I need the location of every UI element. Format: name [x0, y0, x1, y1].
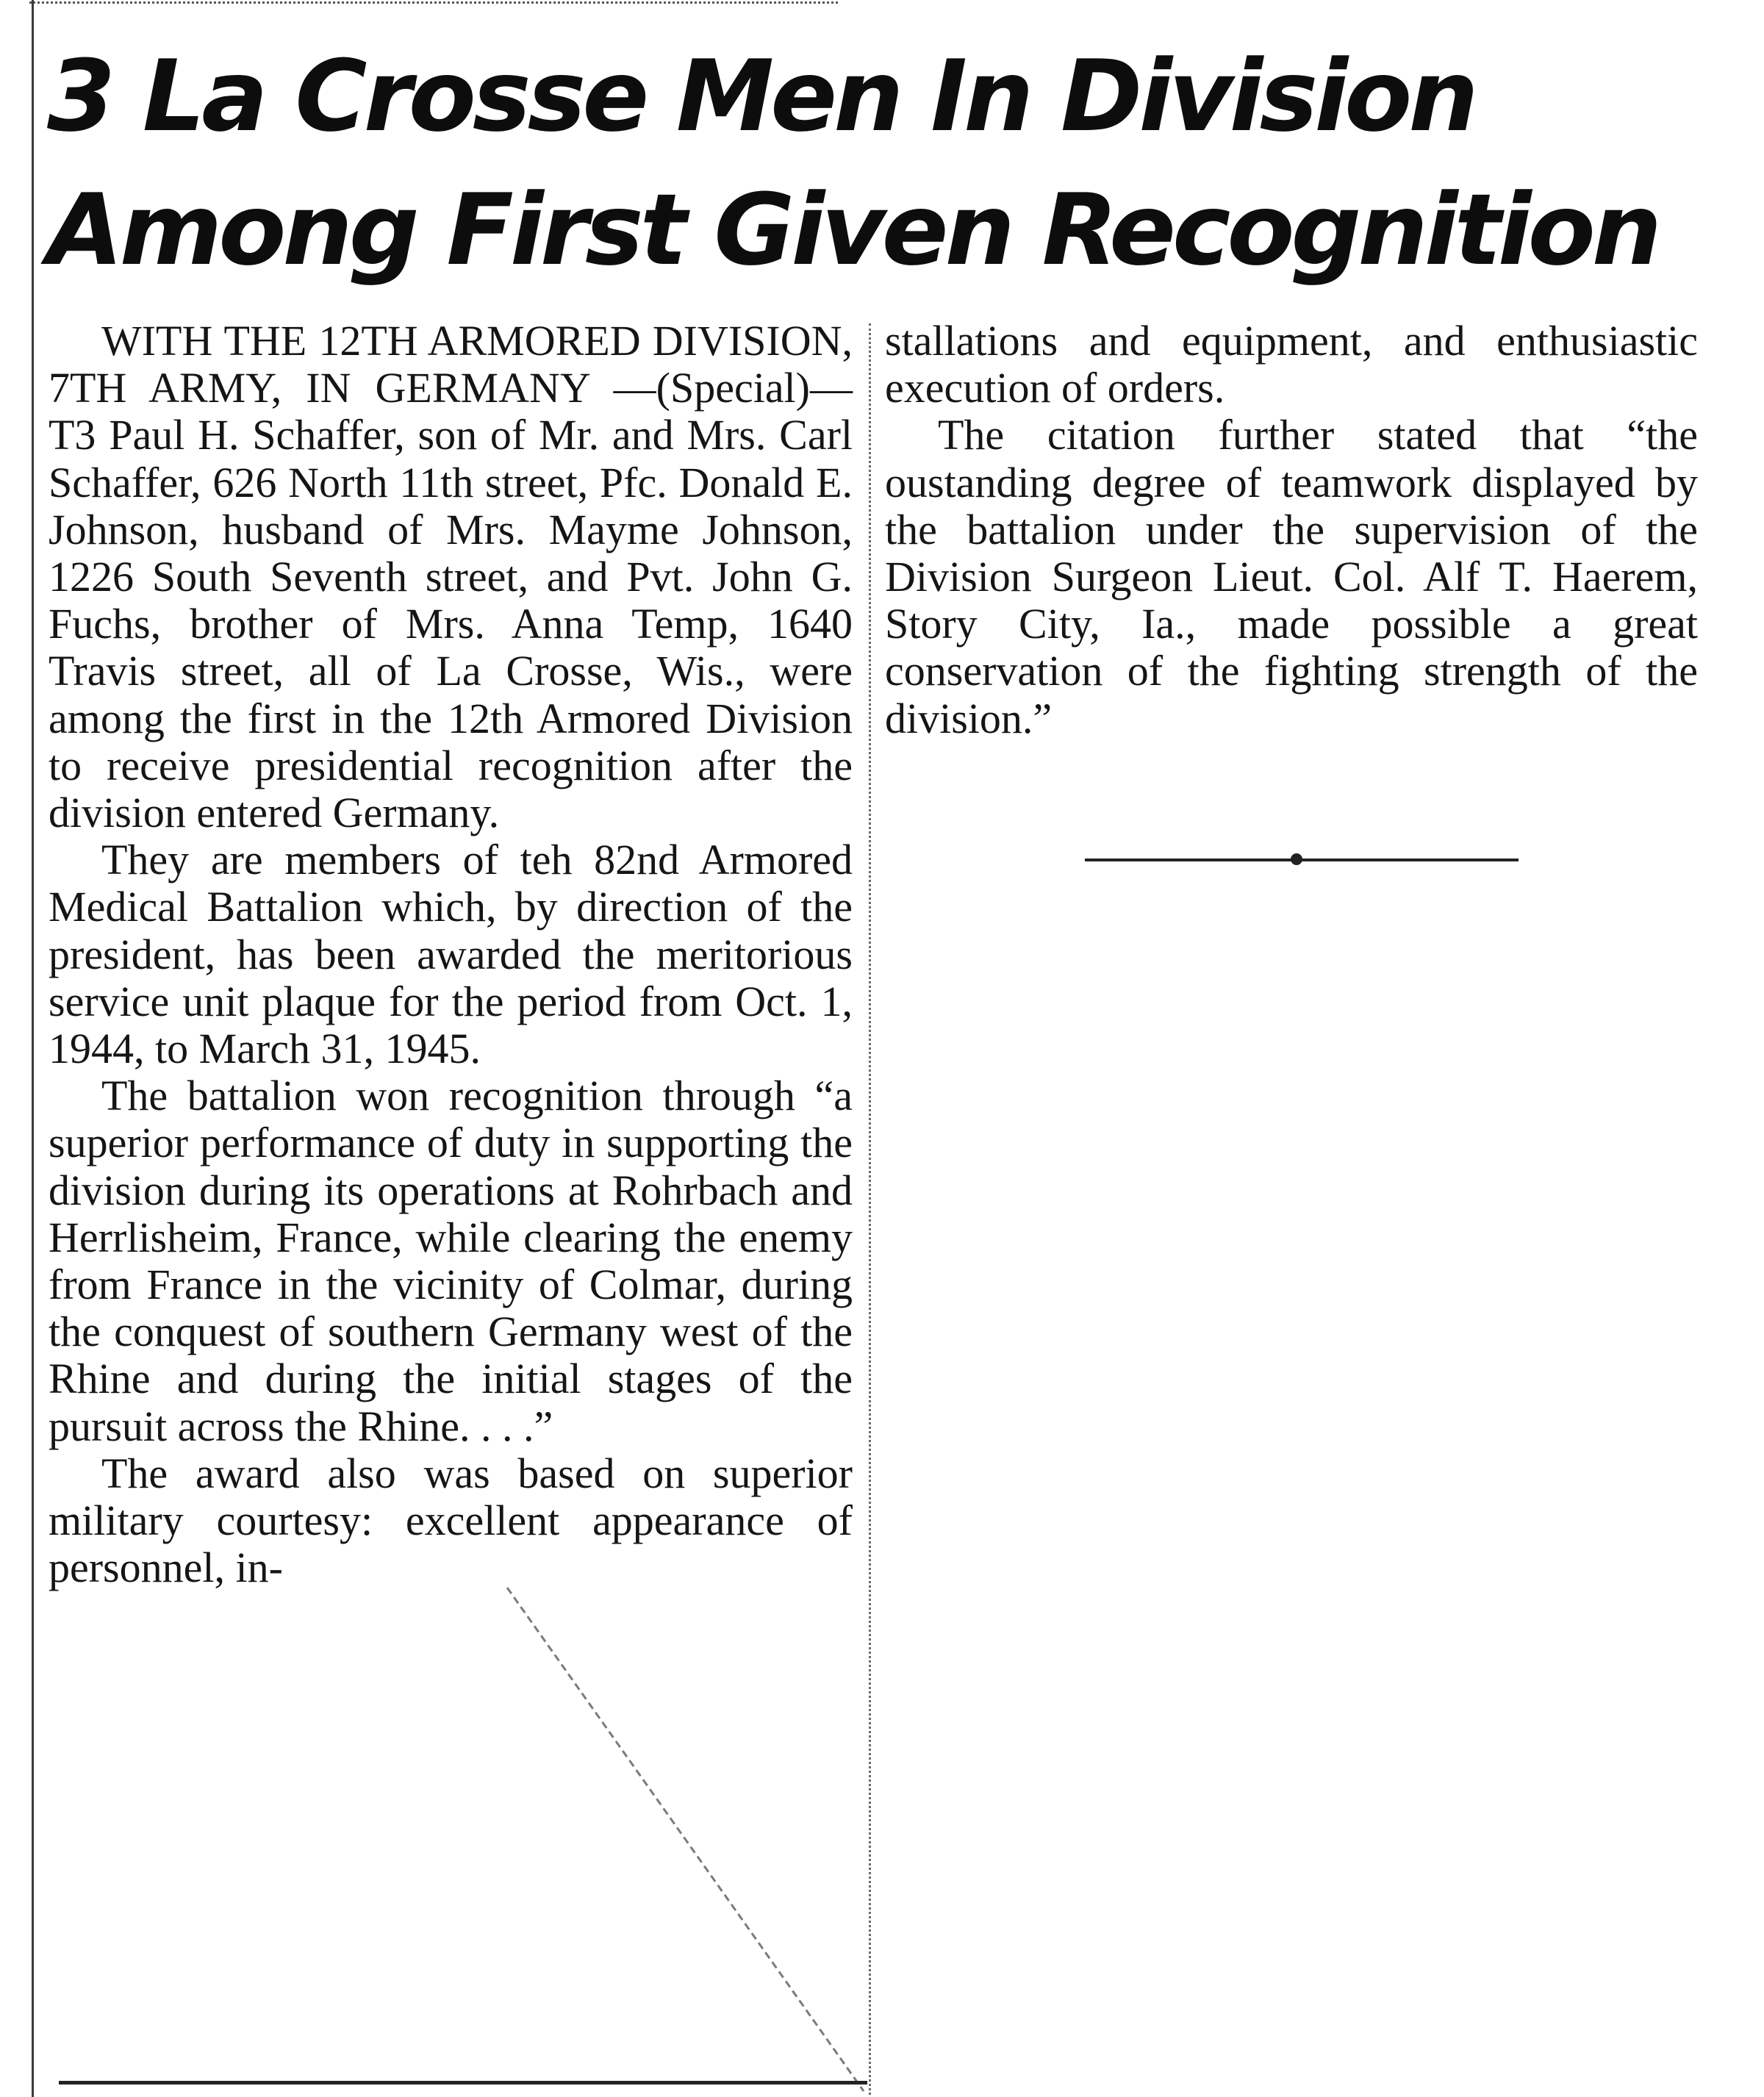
article-paragraph: stallations and equipment, and enthusiastic execution of orders.	[885, 317, 1698, 412]
article-paragraph: They are members of teh 82nd Armored Medical Battalion which, by direction of the president, has been awarded the meritorious service unit plaque for the period from Oct. 1, 1944, to March 31, 1945.	[49, 836, 853, 1073]
article-paragraph: The citation further stated that “the oustanding degree of teamwork displayed by the battalion under the supervision of the Division Surgeon Lieut. Col. Alf T. Haerem, Story City, Ia., made possible a great conservation of the fighting strength of the division.”	[885, 411, 1698, 742]
article-paragraph: The battalion won recognition through “a superior performance of duty in supporting the division during its operations at Rohrbach and Herrlisheim, France, while clearing the enemy from France in the vicinity of Colmar, during the conquest of southern Germany west of the Rhine and during the initial stages of the pursuit across the Rhine. . . .”	[49, 1072, 853, 1450]
crease-line	[507, 1588, 864, 2091]
headline-line-2: Among First Given Recognition	[47, 173, 1659, 287]
article-paragraph: WITH THE 12TH ARMORED DIVISION, 7TH ARMY, IN GERMANY —(Special)— T3 Paul H. Schaffer, son of Mr. and Mrs. Carl Schaffer, 626 North 11th street, Pfc. Donald E. Johnson, husband of Mrs. Mayme Johnson, 1226 South Seventh street, and Pvt. John G. Fuchs, brother of Mrs. Anna Temp, 1640 Travis street, all of La Crosse, Wis., were among the first in the 12th Armored Division to receive presidential recognition after the division entered Germany.	[49, 317, 853, 837]
bottom-rule	[59, 2081, 867, 2085]
headline-line-1: 3 La Crosse Men In Division	[47, 39, 1475, 154]
article-paragraph: The award also was based on superior military courtesy: excellent appearance of personnel, in-	[49, 1449, 853, 1592]
